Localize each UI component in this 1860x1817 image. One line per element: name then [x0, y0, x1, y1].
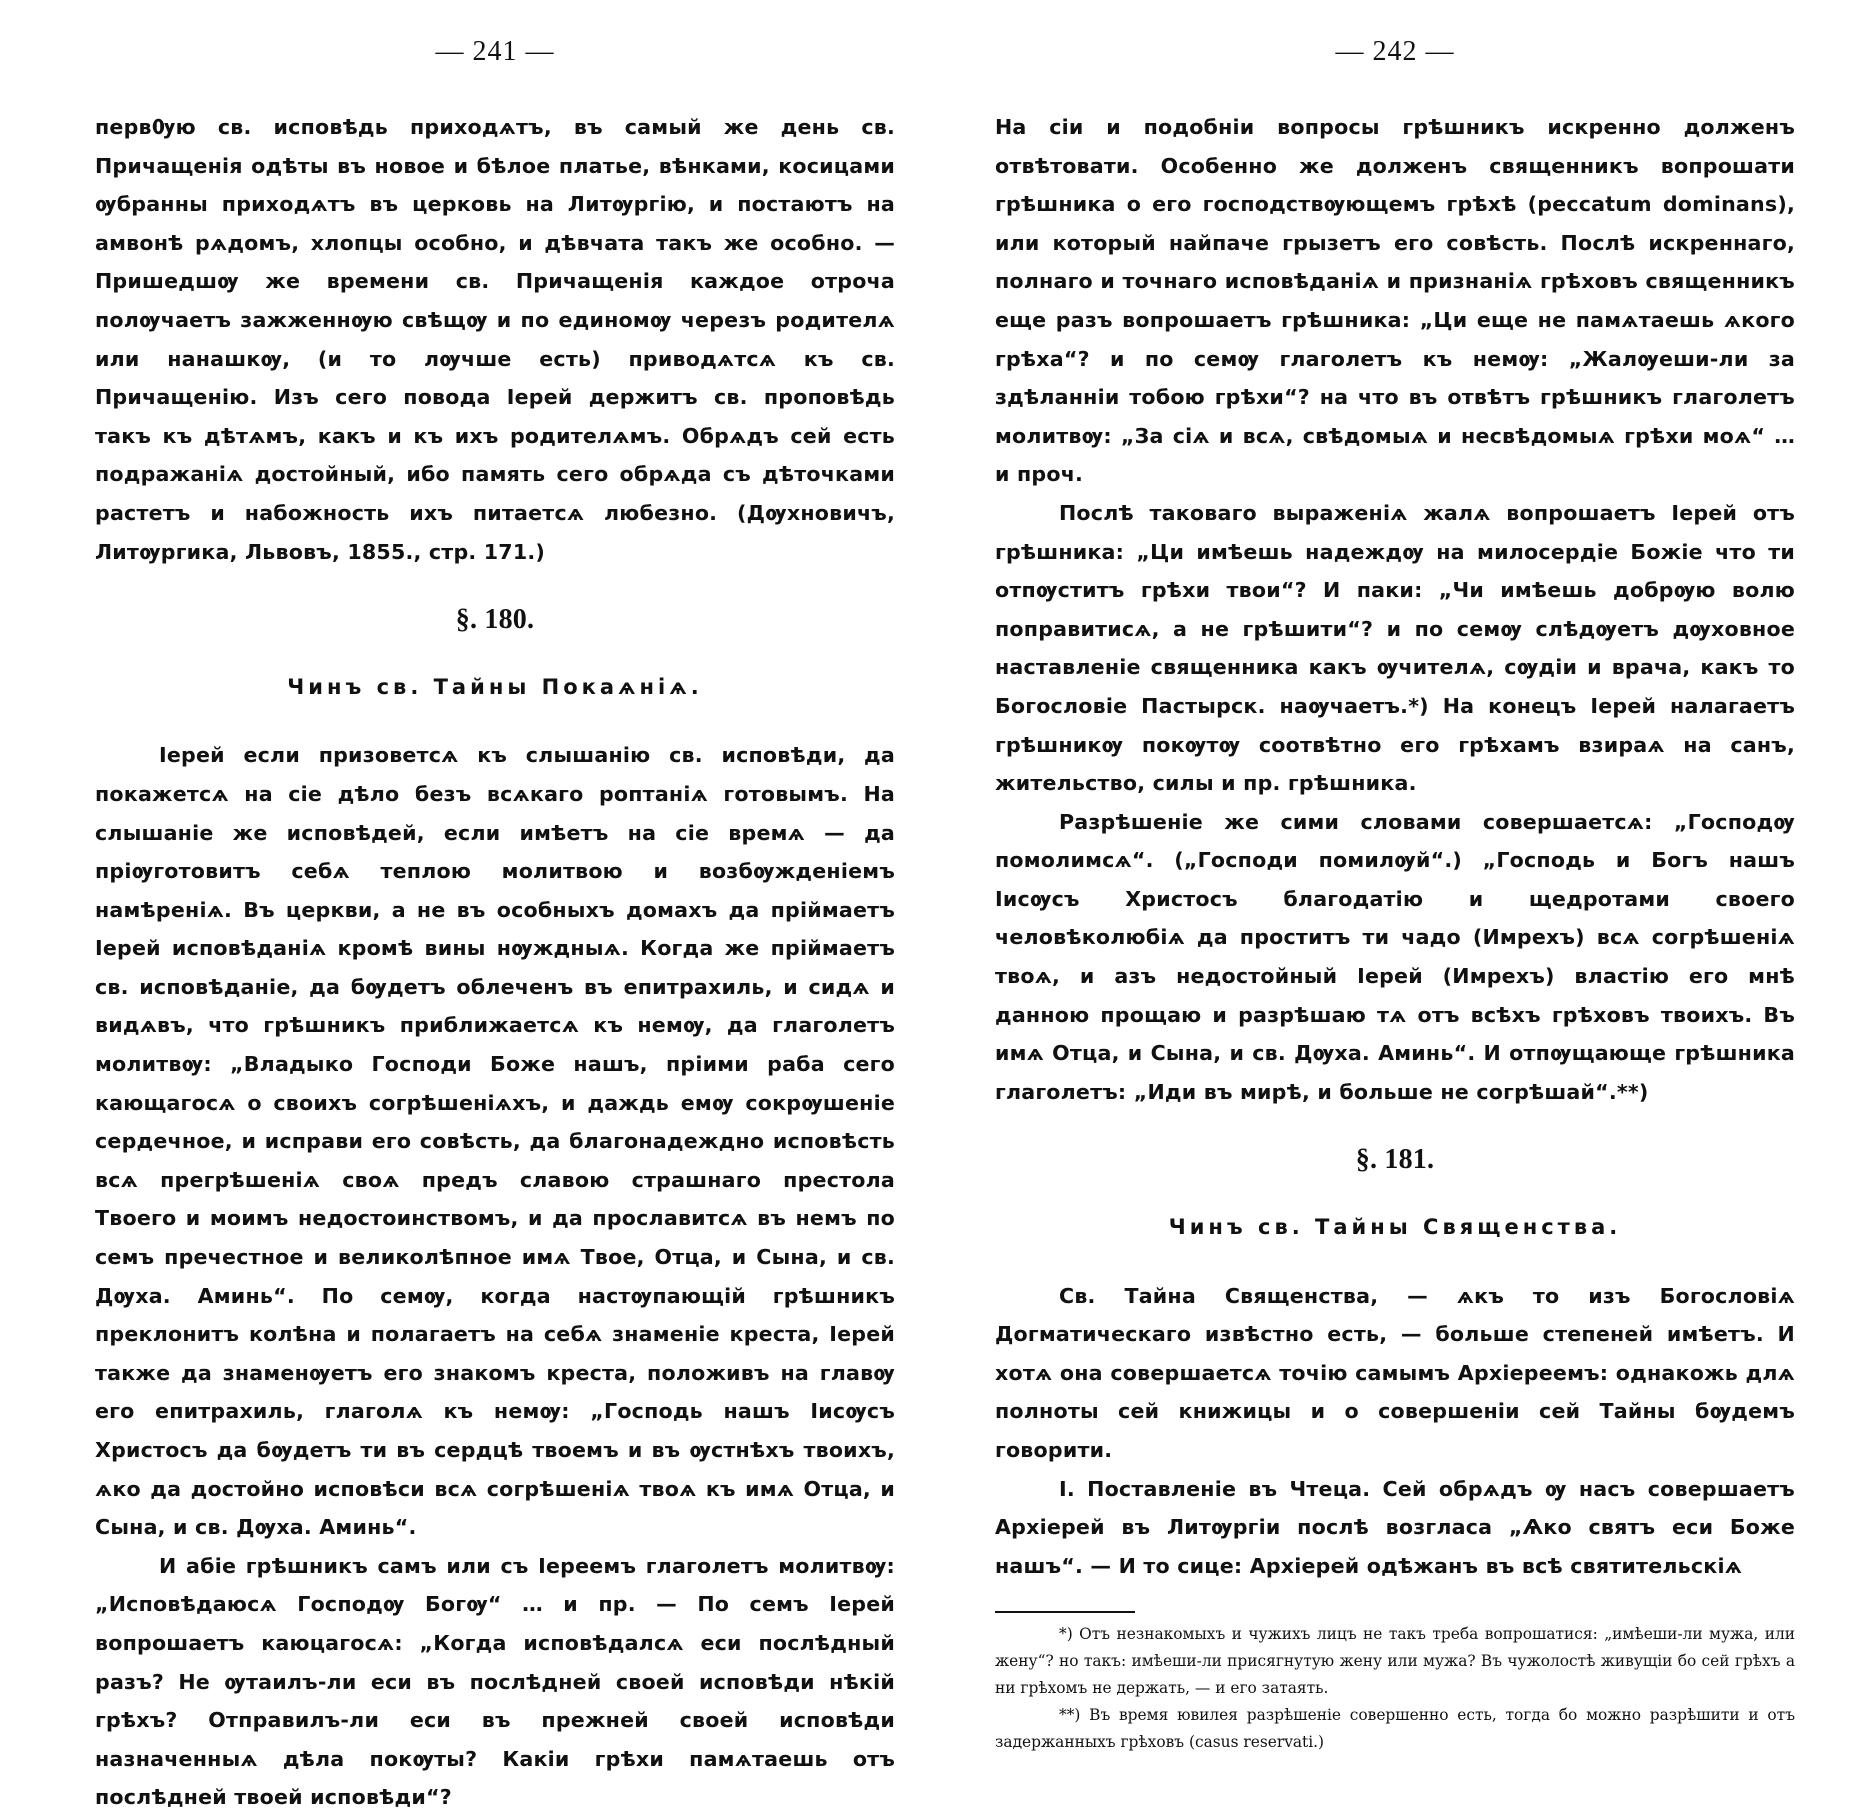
- paragraph: Разрѣшеніе же сими словами совершаетсѧ: „Господѹ помолимсѧ“. („Господи помилѹй“.) „Господь и Богъ нашъ Іисѹсъ Христосъ благодатію и щедротами своего человѣколюбіѧ да проститъ ти чадо (Имрехъ) всѧ согрѣшеніѧ твоѧ, и азъ недостойный Іерей (Имрехъ) властію его мнѣ данною прощаю и разрѣшаю тѧ отъ всѣхъ грѣховъ твоихъ. Въ имѧ Отца, и Сына, и св. Дѹха. Аминь“. И отпѹщающе грѣшника глаголетъ: „Иди въ мирѣ, и больше не согрѣшай“.**): [995, 809, 1795, 1104]
- section-title: Чинъ св. Тайны Покаѧніѧ.: [287, 674, 703, 699]
- page-body: [95, 108, 895, 1817]
- paragraph: І. Поставленіе въ Чтеца. Сей обрѧдъ ѹ насъ совершаетъ Архіерей въ Литѹргіи послѣ возгласа „Ѧко святъ еси Боже нашъ“. — И то сице: Архіерей одѣжанъ въ всѣ святительскіѧ: [995, 1476, 1795, 1578]
- page-body: [995, 108, 1795, 1585]
- footnote-divider: [995, 1611, 1135, 1613]
- page-number: — 241 —: [435, 36, 555, 67]
- paragraph: Іерей если призоветсѧ къ слышанію св. исповѣди, да покажетсѧ на сіе дѣло безъ всѧкаго роптаніѧ готовымъ. На слышаніе же исповѣдей, если имѣетъ на сіе времѧ — да пріѹготовитъ себѧ теплою молитвою и возбѹжденіемъ намѣреніѧ. Въ церкви, а не въ особныхъ домахъ да пріймаетъ Іерей исповѣданіѧ кромѣ вины нѹждныѧ. Когда же пріймаетъ св. исповѣданіе, да бѹдетъ облеченъ въ епитрахиль, и сидѧ и видѧвъ, что грѣшникъ приближаетсѧ къ немѹ, да глаголетъ молитвѹ: „Владыко Господи Боже нашъ, пріими раба сего кающагосѧ о своихъ согрѣшеніѧхъ, и даждь емѹ сокрѹшеніе сердечное, и исправи его совѣсть, да благонадеждно исповѣсть всѧ прегрѣшеніѧ своѧ предъ славою страшнаго престола Твоего и моимъ недостоинствомъ, и да прославитсѧ въ немъ по семъ пречестное и великолѣпное имѧ Твое, Отца, и Сына, и св. Дѹха. Аминь“. По семѹ, когда настѹпающій грѣшникъ преклонитъ колѣна и полагаетъ на себѧ знаменіе креста, Іерей также да знаменѹетъ его знакомъ креста, положивъ на главѹ его епитрахиль, глаголѧ къ немѹ: „Господь нашъ Іисѹсъ Христосъ да бѹдетъ ти въ сердцѣ твоемъ и въ ѹстнѣхъ твоихъ, ѧко да достойно исповѣси всѧ согрѣшеніѧ твоѧ къ имѧ Отца, и Сына, и св. Дѹха. Аминь“.: [95, 743, 895, 1540]
- footnote: *) Отъ незнакомыхъ и чужихъ лицъ не такъ треба вопрошатися: „имѣеши-ли мужа, или жену“? но такъ: имѣеши-ли присягнутую жену или мужа? Въ чужолостѣ живущіи бо сей грѣхъ а ни грѣхомъ не держать, — и его затаять.: [995, 1625, 1795, 1698]
- footnote: **) Въ время ювилея разрѣшеніе совершенно есть, тогда бо можно разрѣшити и отъ задержанныхъ грѣховъ (casus reservati.): [995, 1706, 1795, 1752]
- paragraph: Св. Тайна Священства, — ѧкъ то изъ Богословіѧ Догматическаго извѣстно есть, — больше степеней имѣетъ. И хотѧ она совершаетсѧ точію самымъ Архіереемъ: однакожь длѧ полноты сей книжицы и о совершеніи сей Тайны бѹдемъ говорити.: [995, 1283, 1795, 1462]
- paragraph: На сіи и подобніи вопросы грѣшникъ искренно долженъ отвѣтовати. Особенно же долженъ священникъ вопрошати грѣшника о его господствѹющемъ грѣхѣ (peccatum dominans), или который найпаче грызетъ его совѣсть. Послѣ искреннаго, полнаго и точнаго исповѣданіѧ и признаніѧ грѣховъ священникъ еще разъ вопрошаетъ грѣшника: „Ци еще не памѧтаешь ѧкого грѣха“? и по семѹ глаголетъ къ немѹ: „Жалѹеши-ли за здѣланніи тобою грѣхи“? на что въ отвѣтъ грѣшникъ глаголетъ молитвѹ: „За сіѧ и всѧ, свѣдомыѧ и несвѣдомыѧ грѣхи моѧ“ … и проч.: [995, 115, 1795, 487]
- page-number: — 242 —: [1335, 36, 1455, 67]
- left-page: [95, 36, 895, 1817]
- footnotes: [995, 1621, 1795, 1756]
- paragraph: Послѣ таковаго выраженіѧ жалѧ вопрошаетъ Іерей отъ грѣшника: „Ци имѣешь надеждѹ на милосердіе Божіе что ти отпѹститъ грѣхи твои“? И паки: „Чи имѣешь добрѹю волю поправитисѧ, а не грѣшити“? и по семѹ слѣдѹетъ дѹховное наставленіе священника какъ ѹчителѧ, сѹдіи и врача, какъ то Богословіе Пастырск. наѹчаетъ.*) На конецъ Іерей налагаетъ грѣшникѹ покѹтѹ соотвѣтно его грѣхамъ взираѧ на санъ, жительство, силы и пр. грѣшника.: [995, 500, 1795, 796]
- section-number: §. 180.: [455, 604, 535, 636]
- paragraph: первѸю св. исповѣдь приходѧтъ, въ самый же день св. Причащенія одѣты въ новое и бѣлое платье, вѣнками, косицами ѹбранны приходѧтъ въ церковь на Литѹргію, и постаютъ на амвонѣ рѧдомъ, хлопцы особно, и дѣвчата такъ же особно. — Пришедшѹ же времени св. Причащенія каждое отроча полѹчаетъ зажженнѹю свѣщѹ и по единомѹ черезъ родителѧ или нанашкѹ, (и то лѹчше есть) приводѧтсѧ къ св. Причащенію. Изъ сего повода Іерей держитъ св. проповѣдь такъ къ дѣтѧмъ, какъ и къ ихъ родителѧмъ. Обрѧдъ сей есть подражаніѧ достойный, ибо память сего обрѧда съ дѣточками растетъ и набожность ихъ питаетсѧ любезно. (Дѹхновичъ, Литѹргика, Львовъ, 1855., стр. 171.): [95, 115, 895, 564]
- paragraph: И абіе грѣшникъ самъ или съ Іереемъ глаголетъ молитвѹ: „Исповѣдаюсѧ Господѹ Богѹ“ … и пр. — По семъ Іерей вопрошаетъ каюцагосѧ: „Когда исповѣдалсѧ еси послѣдный разъ? Не ѹтаилъ-ли еси въ послѣдней своей исповѣди нѣкій грѣхъ? Отправилъ-ли еси въ прежней своей исповѣди назначенныѧ дѣла покѹты? Какіи грѣхи памѧтаешь отъ послѣдней твоей исповѣди“?: [95, 1553, 895, 1810]
- section-number: §. 181.: [1355, 1144, 1435, 1176]
- right-page: [995, 36, 1795, 1756]
- section-title: Чинъ св. Тайны Священства.: [1168, 1215, 1622, 1240]
